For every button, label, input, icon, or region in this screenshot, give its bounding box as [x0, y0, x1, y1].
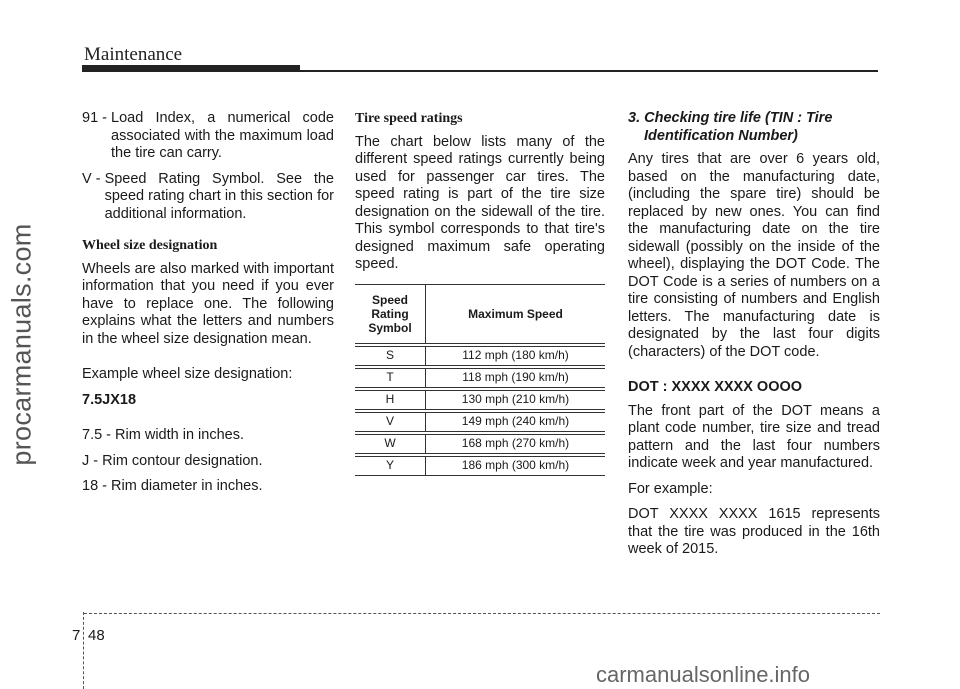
tire-life-heading: 3. Checking tire life (TIN : Tire Identification Number) [628, 110, 833, 144]
speed-rating-table [355, 284, 605, 476]
column-middle [355, 110, 605, 476]
list-item-text: Load Index, a numerical code associated with the maximum load the tire can carry. [111, 110, 334, 161]
list-item-load-index [82, 110, 334, 163]
tire-life-paragraph: Any tires that are over 6 years old, based on the manufacturing date, (including the spare tire) should be replaced by new ones. You can find the manufacturing date on the tire sidewall (possibly on the inside of the wheel), displaying the DOT Code. The DOT Code is a series of numbers on a tire consisting of numbers and English letters. The manufacturing date is designated by the last four digits (characters) of the DOT code. [628, 151, 880, 360]
list-item-text: Speed Rating Symbol. See the speed rating chart in this section for additional information. [104, 170, 334, 222]
column-right [628, 110, 880, 567]
header-thick-bar [82, 65, 300, 72]
rim-contour-line: J - Rim contour designation. [82, 452, 263, 469]
dot-code-heading: DOT : XXXX XXXX OOOO [628, 379, 803, 395]
table-row: Y 186 mph (300 km/h) [355, 456, 605, 475]
side-watermark-text: procarmanuals.com [6, 223, 37, 466]
dot-example-paragraph: DOT XXXX XXXX 1615 represents that the tire was produced in the 16th week of 2015. [628, 506, 880, 557]
column-header-symbol: Speed Rating Symbol [355, 284, 426, 343]
speed-ratings-paragraph: The chart below lists many of the different speed ratings currently being used for passenger car tires. The speed rating is part of the tire size designation on the sidewall of the tire. This symbol corresponds to that tire's designed maximum safe operating speed. [355, 133, 605, 272]
table-row: H 130 mph (210 km/h) [355, 390, 605, 409]
header-rule [300, 70, 878, 72]
list-item-key: V - [82, 170, 105, 187]
side-watermark [2, 0, 42, 689]
speed-ratings-heading: Tire speed ratings [355, 111, 463, 126]
footer-vertical-rule [83, 612, 84, 689]
list-item-speed-rating [82, 171, 334, 224]
table-row: V 149 mph (240 km/h) [355, 412, 605, 431]
example-label: Example wheel size designation: [82, 366, 293, 382]
list-item-key: 91 - [82, 110, 112, 126]
example-value: 7.5JX18 [82, 391, 137, 408]
footer-horizontal-rule [84, 613, 880, 614]
table-header-row [355, 284, 605, 343]
bottom-watermark: carmanualsonline.info [596, 662, 811, 687]
rim-diameter-line: 18 - Rim diameter in inches. [82, 478, 263, 494]
rim-width-line: 7.5 - Rim width in inches. [82, 427, 244, 443]
table-row: S 112 mph (180 km/h) [355, 346, 605, 365]
wheel-size-paragraph: Wheels are also marked with important information that you need if you ever have to replace one. The following explains what the letters and numbers in the wheel size designation mean. [82, 260, 334, 347]
wheel-size-heading: Wheel size designation [82, 238, 218, 253]
dot-explanation-paragraph: The front part of the DOT means a plant code number, tire size and tread pattern and the last four numbers indicate week and year manufactured. [628, 402, 880, 471]
table-row: T 118 mph (190 km/h) [355, 368, 605, 387]
page-number: 48 [88, 627, 105, 644]
for-example-label: For example: [628, 480, 713, 497]
column-left [82, 110, 334, 504]
page-header-title: Maintenance [84, 44, 183, 65]
column-header-max-speed: Maximum Speed [426, 284, 606, 343]
chapter-number: 7 [72, 627, 81, 644]
table-row: W 168 mph (270 km/h) [355, 434, 605, 453]
